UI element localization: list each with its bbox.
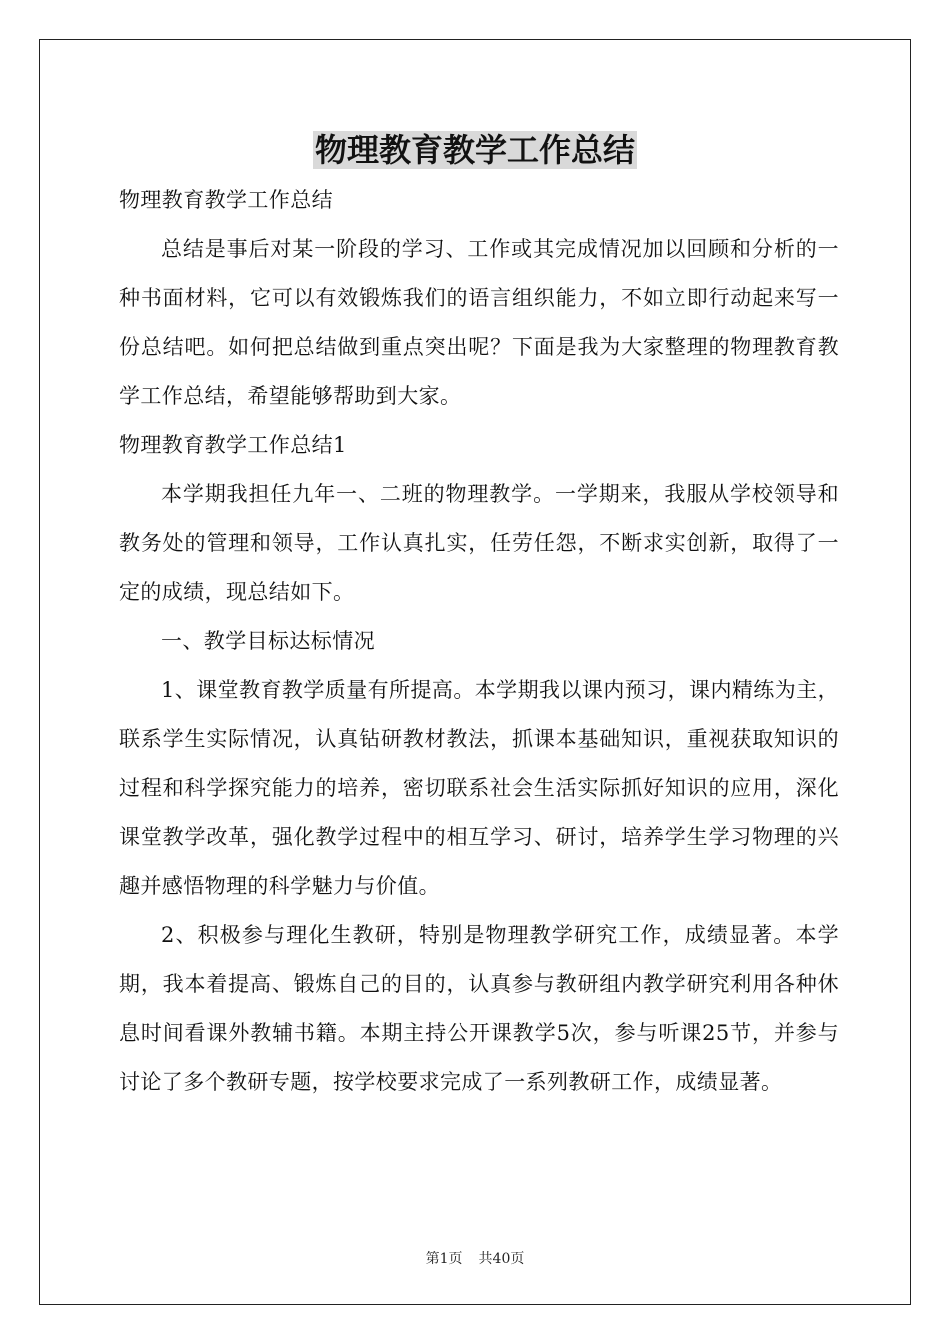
document-title-text: 物理教育教学工作总结 (314, 131, 635, 169)
document-subtitle: 物理教育教学工作总结 (119, 188, 333, 212)
page-footer (0, 1248, 950, 1268)
section-paragraph: 本学期我担任九年一、二班的物理教学。一学期来，我服从学校领导和教务处的管理和领导，工作认真扎实，任劳任怨，不断求实创新，取得了一定的成绩，现总结如下。 (119, 482, 839, 604)
sub-heading: 一、教学目标达标情况 (161, 629, 375, 653)
document-body (119, 176, 839, 1107)
page-total: 共40页 (478, 1251, 525, 1267)
document-title (0, 122, 950, 178)
list-item-1: 1、课堂教育教学质量有所提高。本学期我以课内预习，课内精练为主，联系学生实际情况，认真钻研教材教法，抓课本基础知识，重视获取知识的过程和科学探究能力的培养，密切联系社会生活实际抓好知识的应用，深化课堂教学改革，强化教学过程中的相互学习、研讨，培养学生学习物理的兴趣并感悟物理的科学魅力与价值。 (119, 678, 839, 898)
list-item-2: 2、积极参与理化生教研，特别是物理教学研究工作，成绩显著。本学期，我本着提高、锻炼自己的目的，认真参与教研组内教学研究利用各种休息时间看课外教辅书籍。本期主持公开课教学5次，参与听课25节，并参与讨论了多个教研专题，按学校要求完成了一系列教研工作，成绩显著。 (119, 923, 839, 1094)
section-heading: 物理教育教学工作总结1 (119, 433, 347, 457)
page-number: 第1页 (425, 1251, 463, 1267)
intro-paragraph: 总结是事后对某一阶段的学习、工作或其完成情况加以回顾和分析的一种书面材料，它可以有效锻炼我们的语言组织能力，不如立即行动起来写一份总结吧。如何把总结做到重点突出呢？下面是我为大家整理的物理教育教学工作总结，希望能够帮助到大家。 (119, 237, 839, 408)
